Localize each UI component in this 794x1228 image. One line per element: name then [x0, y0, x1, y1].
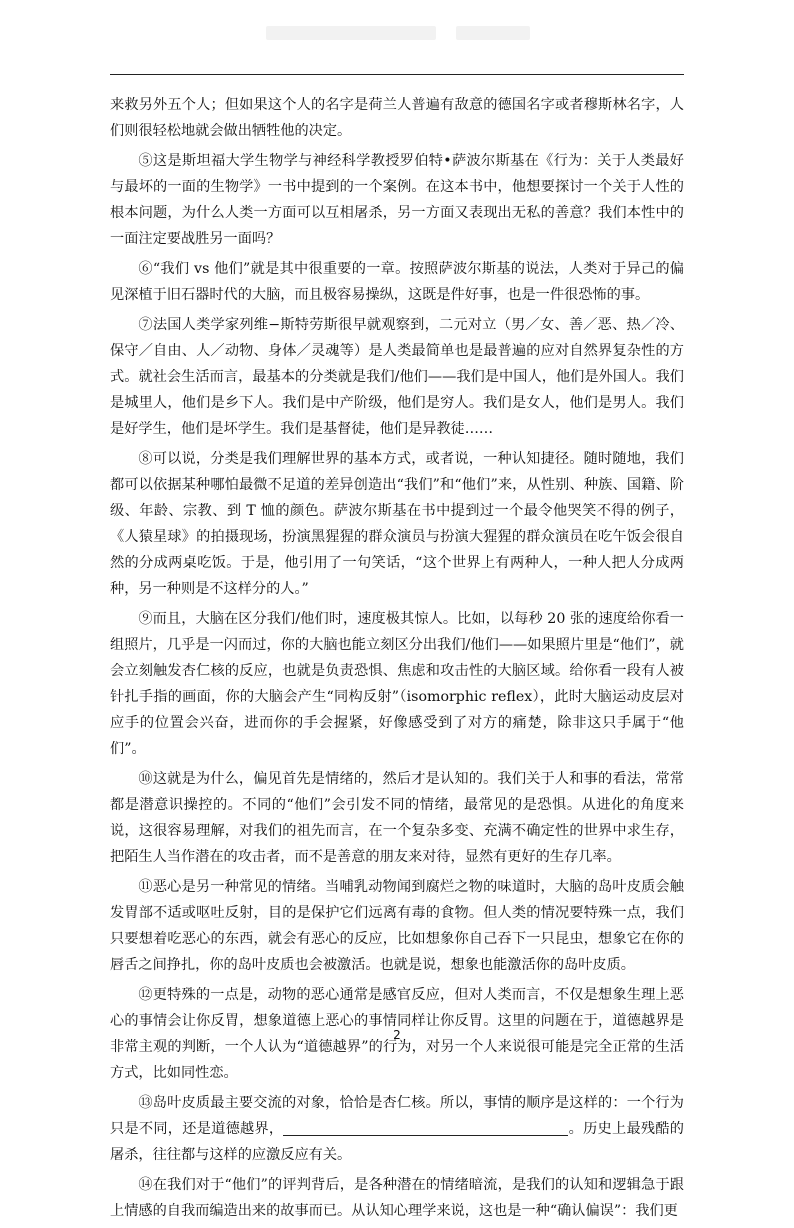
- faded-header: [250, 22, 550, 44]
- paragraph-14: ⑭在我们对于“他们”的评判背后，是各种潜在的情绪暗流，是我们的认知和逻辑急于跟上情感的自我而编造出来的故事而已。从认知心理学来说，这也是一种“确认偏误”：我们更: [110, 1177, 684, 1219]
- page-number: 2: [393, 1028, 401, 1042]
- paragraph-8: ⑧可以说，分类是我们理解世界的基本方式，或者说，一种认知捷径。随时随地，我们都可以依据某种哪怕最微不足道的差异创造出“我们”和“他们”来，从性别、种族、国籍、阶级、年龄、宗教、到 T 恤的颜色。萨波尔斯基在书中提到过一个最令他哭笑不得的例子，《人猿星球》的拍摄现场，扮演黑猩猩的群众演员与扮演大猩猩的群众演员在吃午饭会很自然的分成两桌吃饭。于是，他引用了一句笑话，“这个世界上有两种人，一种人把人分成两种，另一种则是不这样分的人。”: [110, 451, 684, 597]
- paragraph-6: ⑥“我们 vs 他们”就是其中很重要的一章。按照萨波尔斯基的说法，人类对于异己的偏见深植于旧石器时代的大脑，而且极容易操纵，这既是件好事，也是一件很恐怖的事。: [110, 261, 684, 303]
- document-body: [110, 92, 684, 1228]
- answer-blank[interactable]: [283, 1117, 568, 1136]
- paragraph-7: ⑦法国人类学家列维−斯特劳斯很早就观察到，二元对立（男／女、善／恶、热／冷、保守／自由、人／动物、身体／灵魂等）是人类最简单也是最普遍的应对自然界复杂性的方式。就社会生活而言，最基本的分类就是我们/他们——我们是中国人，他们是外国人。我们是城里人，他们是乡下人。我们是中产阶级，他们是穷人。我们是女人，他们是男人。我们是好学生，他们是坏学生。我们是基督徒，他们是异教徒……: [110, 317, 684, 437]
- paragraph-continued: 来救另外五个人；但如果这个人的名字是荷兰人普遍有敌意的德国名字或者穆斯林名字，人们则很轻松地就会做出牺牲他的决定。: [110, 97, 684, 139]
- paragraph-13-before-blank: ⑬岛叶皮质最主要交流的对象，恰恰是杏仁核。所以，事情的顺序是这样的：一个行为只是不同，还是道德越界，: [110, 1095, 684, 1137]
- paragraph-13: [110, 1090, 684, 1168]
- paragraph-5: ⑤这是斯坦福大学生物学与神经科学教授罗伯特•萨波尔斯基在《行为：关于人类最好与最坏的一面的生物学》一书中提到的一个案例。在这本书中，他想要探讨一个关于人性的根本问题，为什么人类一方面可以互相屠杀，另一方面又表现出无私的善意？我们本性中的一面注定要战胜另一面吗？: [110, 153, 684, 247]
- header-rule: [110, 74, 684, 75]
- paragraph-12: ⑫更特殊的一点是，动物的恶心通常是感官反应，但对人类而言，不仅是想象生理上恶心的事情会让你反胃，想象道德上恶心的事情同样让你反胃。这里的问题在于，道德越界是非常主观的判断，一个人认为“道德越界”的行为，对另一个人来说很可能是完全正常的生活方式，比如同性恋。: [110, 987, 684, 1081]
- paragraph-11: ⑪恶心是另一种常见的情绪。当哺乳动物闻到腐烂之物的味道时，大脑的岛叶皮质会触发胃部不适或呕吐反射，目的是保护它们远离有毒的食物。但人类的情况要特殊一点，我们只要想着吃恶心的东西，就会有恶心的反应，比如想象你自己吞下一只昆虫，想象它在你的唇舌之间挣扎，你的岛叶皮质也会被激活。也就是说，想象也能激活你的岛叶皮质。: [110, 879, 684, 973]
- paragraph-9: ⑨而且，大脑在区分我们/他们时，速度极其惊人。比如，以每秒 20 张的速度给你看一组照片，几乎是一闪而过，你的大脑也能立刻区分出我们/他们——如果照片里是“他们”，就会立刻触发杏仁核的反应，也就是负责恐惧、焦虑和攻击性的大脑区域。给你看一段有人被针扎手指的画面，你的大脑会产生“同构反射”（isomorphic reflex），此时大脑运动皮层对应手的位置会兴奋，进而你的手会握紧，好像感受到了对方的痛楚，除非这只手属于“他们”。: [110, 611, 684, 757]
- paragraph-10: ⑩这就是为什么，偏见首先是情绪的，然后才是认知的。我们关于人和事的看法，常常都是潜意识操控的。不同的“他们”会引发不同的情绪，最常见的是恐惧。从进化的角度来说，这很容易理解，对我们的祖先而言，在一个复杂多变、充满不确定性的世界中求生存，把陌生人当作潜在的攻击者，而不是善意的朋友来对待，显然有更好的生存几率。: [110, 771, 684, 865]
- paragraph-13-after-blank: 。历史上最残酷的屠杀，往往都与这样的应激反应有关。: [110, 1121, 684, 1163]
